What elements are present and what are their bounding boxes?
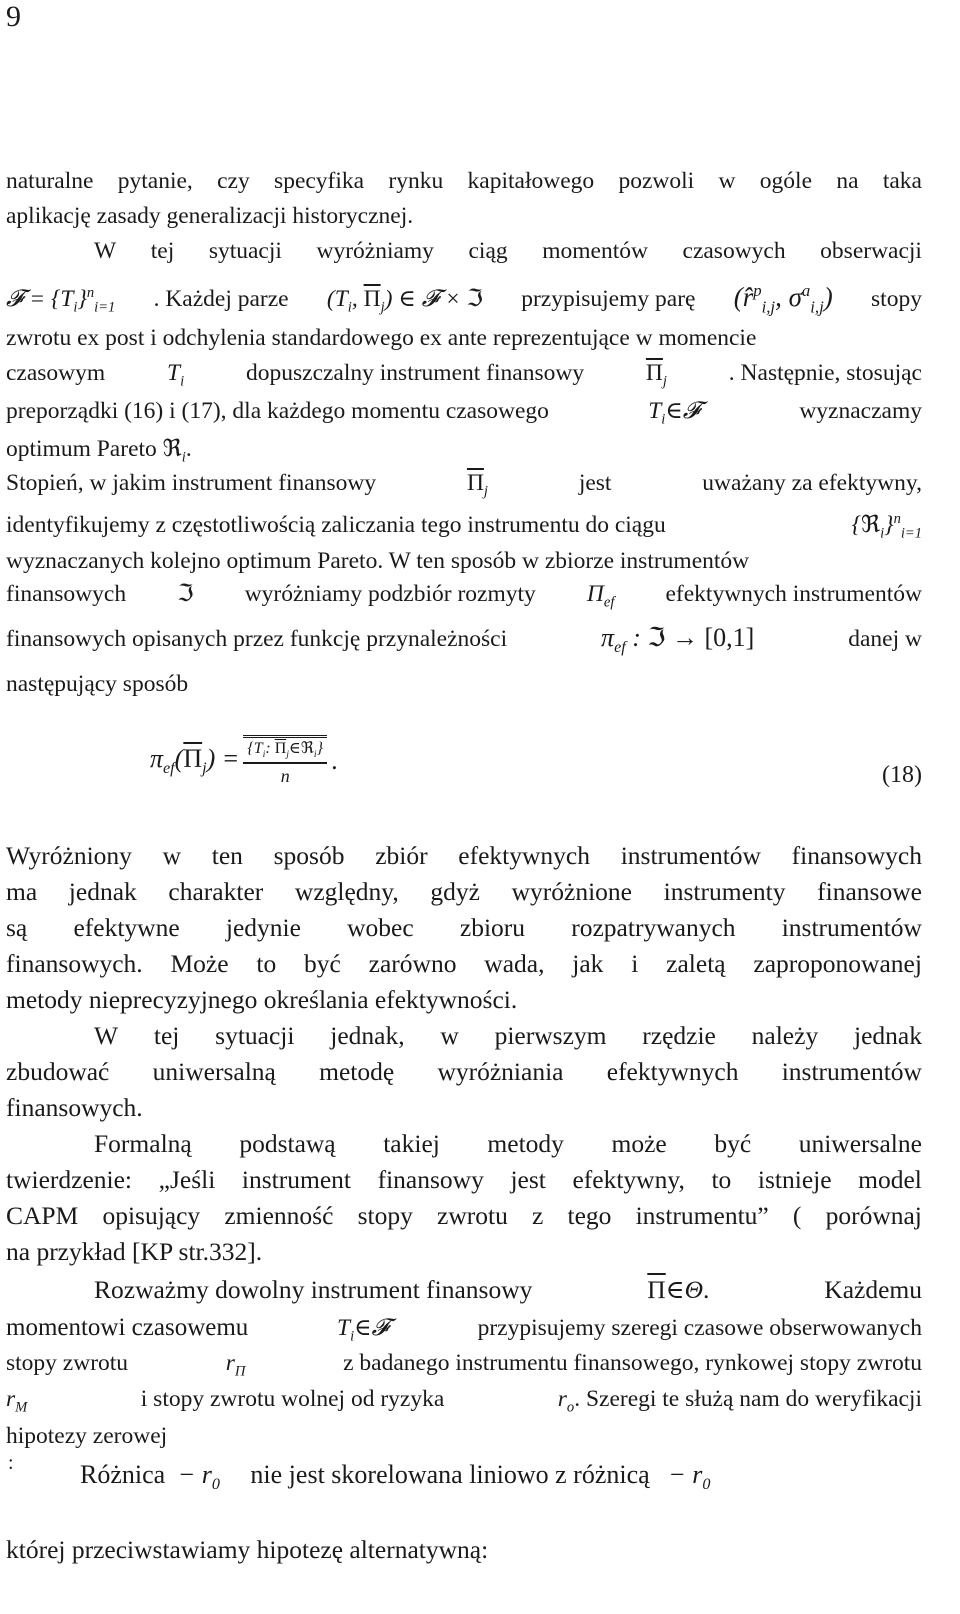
word: tego [567, 1201, 612, 1230]
p1-line13 [6, 625, 922, 656]
word: finansowe [817, 877, 922, 906]
hypothesis-symbol: : [8, 1452, 14, 1474]
eq-fraction [243, 735, 327, 787]
word: pierwszym [494, 1021, 607, 1050]
text: danej w [848, 626, 922, 652]
word: finansowych [791, 841, 922, 870]
text: . Każdej parze [153, 286, 289, 312]
p5-line3 [6, 1352, 922, 1379]
math-minus-r0: − $r_0$ [177, 1460, 220, 1494]
word: w [162, 841, 182, 870]
text: przypisujemy parę [521, 286, 696, 312]
word: ogóle [759, 168, 813, 194]
math-frak-i: ℑ [177, 579, 194, 607]
word: i [631, 949, 639, 978]
p3-line3: finansowych. [6, 1093, 143, 1122]
word: charakter [168, 877, 264, 906]
word: jednak, [330, 1021, 405, 1050]
text: Różnica [80, 1460, 166, 1489]
math-ti-in-f: $T_i\in 𝓕$ [648, 398, 701, 428]
word: zbiór [375, 841, 428, 870]
word: gdyż [430, 877, 480, 906]
word: zarówno [368, 949, 457, 978]
word: czy [217, 168, 250, 194]
p2-line3 [6, 915, 922, 941]
p1-line8 [6, 434, 922, 466]
p1-line10 [6, 509, 922, 542]
p1-line4 [6, 283, 922, 316]
p1-line6 [6, 362, 922, 389]
word: zaletą [666, 949, 726, 978]
p1-line12 [6, 579, 922, 611]
text: dopuszczalny instrument finansowy [246, 360, 585, 386]
math-pi-in-theta: $\overline{\Pi}\in\Theta$. [647, 1275, 710, 1304]
p2-line5: metody nieprecyzyjnego określania efektywności. [6, 985, 518, 1014]
word: opisujący [102, 1201, 201, 1230]
text: finansowych opisanych przez funkcję przynależności [6, 626, 508, 652]
math-ri-seq: {ℜ$_i$}$^n_{i=1}$ [851, 509, 922, 542]
p2-line2 [6, 879, 922, 905]
word: Formalną [94, 1129, 192, 1158]
math-membership: $\pi_{ef}$ : ℑ → [0,1] [601, 623, 755, 657]
word: naturalne [6, 168, 94, 194]
word: względny, [294, 877, 399, 906]
text: finansowych [6, 581, 127, 607]
math-pair: ($T_i$, $\overline{\Pi}_j$) ∈ 𝓕 × ℑ [326, 284, 483, 316]
math-pair-values: (r̂$^p_{i,j}$, $\sigma^a_{i,j}$) [733, 281, 833, 317]
p1-line9 [6, 472, 922, 499]
word: sytuacji [215, 1021, 295, 1050]
hypothesis-line [80, 1462, 840, 1493]
p3-line2 [6, 1059, 922, 1085]
text: jest [578, 470, 612, 496]
word: instrumenty [663, 877, 786, 906]
word: momentów [542, 238, 648, 264]
equation-18 [150, 735, 338, 787]
word: wyróżniania [437, 1057, 564, 1086]
equation-number: (18) [882, 762, 922, 788]
text: preporządki (16) i (17), dla każdego momentu czasowego [6, 398, 549, 424]
math-f-set: 𝓕 = $\{T_i\}^n_{i=1}$ [6, 285, 116, 316]
word: instrumentów [781, 913, 922, 942]
math-ti-in-f: $T_i\in 𝓕$ [337, 1315, 389, 1345]
text: czasowym [6, 360, 106, 386]
p2-line1 [6, 843, 922, 869]
math-r-m: $r_M$ [6, 1386, 28, 1416]
word: instrumentu” [635, 1201, 769, 1230]
word: zbioru [459, 913, 526, 942]
word: być [304, 949, 341, 978]
word: uniwersalną [152, 1057, 276, 1086]
word: uniwersalne [798, 1129, 922, 1158]
word: są [6, 913, 28, 942]
math-r-o: $r_o$. Szeregi te służą nam do weryfikacji [557, 1386, 922, 1416]
word: W [94, 238, 117, 264]
text: wyznaczamy [799, 398, 922, 424]
word: istnieje [757, 1165, 832, 1194]
p1-line5: zwrotu ex post i odchylenia standardowego ex ante reprezentujące w momencie [6, 325, 757, 351]
word: efektywne [73, 913, 180, 942]
math-ri: ℜ$_i$ [162, 434, 186, 466]
math-r-pi: $r_\Pi$ [225, 1350, 246, 1380]
word: ( [792, 1201, 802, 1230]
text: Stopień, w jakim instrument finansowy [6, 470, 377, 496]
word: ten [211, 841, 243, 870]
word: stopy [357, 1201, 413, 1230]
text: stopy [871, 286, 922, 312]
math-minus-r0: − $r_0$ [668, 1460, 711, 1494]
word: CAPM [6, 1201, 79, 1230]
word: „Jeśli [158, 1165, 216, 1194]
p3-line1 [6, 1023, 922, 1049]
p5-line5: hipotezy zerowej [6, 1423, 168, 1449]
word: wyróżniamy [316, 238, 434, 264]
word: to [711, 1165, 732, 1194]
word: jak [572, 949, 604, 978]
word: pozwoli [618, 168, 695, 194]
word: sposób [273, 841, 345, 870]
word: jednak [853, 1021, 922, 1050]
closing-line: której przeciwstawiamy hipotezę alternatywną: [6, 1535, 489, 1564]
word: z [532, 1201, 544, 1230]
text: przypisujemy szeregi czasowe obserwowanych [477, 1315, 922, 1341]
p1-line2: aplikację zasady generalizacji historycznej. [6, 203, 414, 229]
word: porównaj [825, 1201, 922, 1230]
word: tej [150, 238, 175, 264]
word: W [94, 1021, 119, 1050]
word: Wyróżniony [6, 841, 132, 870]
word: jedynie [225, 913, 301, 942]
math-pij: $\overline{\Pi}_j$ [645, 360, 667, 390]
word: instrument [241, 1165, 351, 1194]
word: ma [6, 877, 38, 906]
text: nie jest skorelowana liniowo z różnicą [250, 1460, 650, 1489]
word: wobec [347, 913, 414, 942]
word: zaproponowanej [753, 949, 922, 978]
p1-line3 [6, 240, 922, 264]
word: sytuacji [208, 238, 282, 264]
text: identyfikujemy z częstotliwością zaliczania tego instrumentu do ciągu [6, 511, 666, 538]
text: Każdemu [824, 1275, 922, 1304]
eq-lhs: $\pi_{ef}(\overline{\Pi}_j)$ = [150, 744, 240, 778]
word: zmienność [224, 1201, 334, 1230]
text: . Następnie, stosując [728, 360, 922, 386]
text: optimum Pareto [6, 436, 157, 462]
word: w [718, 168, 736, 194]
text: i stopy zwrotu wolnej od ryzyka [140, 1386, 445, 1412]
word: podstawą [239, 1129, 336, 1158]
eq-period: . [331, 746, 338, 776]
word: Może [170, 949, 229, 978]
p4-line2 [6, 1167, 922, 1193]
word: specyfika [274, 168, 365, 194]
word: jednak [68, 877, 137, 906]
word: może [611, 1129, 667, 1158]
math-ti: $T_i$ [167, 360, 185, 390]
text: . [185, 436, 192, 462]
word: jest [510, 1165, 546, 1194]
word: w [440, 1021, 459, 1050]
p5-line2 [6, 1315, 922, 1344]
word: to [256, 949, 277, 978]
p1-line14: następujący sposób [6, 671, 189, 697]
word: zwrotu [437, 1201, 508, 1230]
word: taka [882, 168, 922, 194]
word: twierdzenie: [6, 1165, 133, 1194]
word: model [858, 1165, 922, 1194]
p1-line11: wyznaczanych kolejno optimum Pareto. W ten sposób w zbiorze instrumentów [6, 548, 750, 574]
word: pytanie, [117, 168, 193, 194]
word: obserwacji [820, 238, 922, 264]
math-pi-ef: $\Pi_{ef}$ [586, 581, 615, 611]
p4-line4: na przykład [KP str.332]. [6, 1237, 263, 1266]
word: finansowy [377, 1165, 484, 1194]
word: rynku [388, 168, 444, 194]
word: efektywny, [572, 1165, 685, 1194]
word: zbudować [6, 1057, 110, 1086]
text: Rozważmy dowolny instrument finansowy [94, 1275, 533, 1304]
text: stopy zwrotu [6, 1350, 129, 1376]
word: wyróżnione [511, 877, 633, 906]
word: metody [487, 1129, 564, 1158]
math-pij: $\overline{\Pi}_j$ [466, 470, 488, 500]
word: należy [751, 1021, 819, 1050]
word: tej [153, 1021, 180, 1050]
eq-numerator: {$T_i$: $\overline{\Pi}_j\in ℜ_i$} [243, 735, 327, 764]
word: ciąg [468, 238, 508, 264]
word: efektywnych [606, 1057, 739, 1086]
word: na [836, 168, 859, 194]
word: instrumentów [620, 841, 761, 870]
p1-line1 [6, 170, 922, 194]
text: wyróżniamy podzbiór rozmyty [244, 581, 536, 607]
p5-line1 [6, 1277, 922, 1303]
p1-line7 [6, 400, 922, 427]
page-number: 9 [6, 0, 21, 33]
word: wada, [484, 949, 545, 978]
eq-denominator: n [280, 766, 290, 787]
word: być [714, 1129, 752, 1158]
p2-line4 [6, 951, 922, 977]
word: finansowych. [6, 949, 143, 978]
text: uważany za efektywny, [702, 470, 922, 496]
word: metodę [319, 1057, 395, 1086]
p4-line3 [6, 1203, 922, 1229]
word: czasowych [682, 238, 786, 264]
word: takiej [383, 1129, 440, 1158]
word: efektywnych [458, 841, 590, 870]
text: z badanego instrumentu finansowego, rynkowej stopy zwrotu [343, 1350, 922, 1376]
p5-line4 [6, 1388, 922, 1415]
word: rzędzie [642, 1021, 716, 1050]
word: kapitałowego [467, 168, 595, 194]
word: instrumentów [781, 1057, 922, 1086]
word: rozpatrywanych [571, 913, 736, 942]
text: efektywnych instrumentów [665, 581, 922, 607]
text: momentowi czasowemu [6, 1314, 249, 1341]
p4-line1 [6, 1131, 922, 1157]
